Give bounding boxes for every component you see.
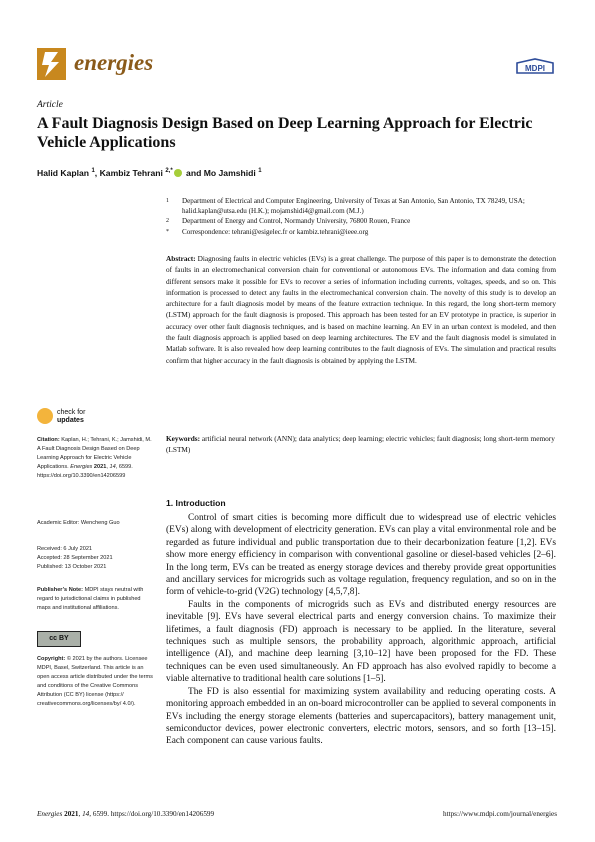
abstract-text: Diagnosing faults in electric vehicles (EVs) is a great challenge. The purpose of this paper is to demonstrate the detection of faults in an electromechanical conversion chain for conventional or autonomous EVs. The information and data coming from different sensors make it possible for EVs to recover a series of information including currents, voltages, speeds, and so on. This information is processed to detect any faults in the electromechanical conversion chain. The novelty of this study is to develop an architecture for a fault diagnosis model by means of the feature extraction technique. In this regard, the long short-term memory (LSTM) approach for the fault diagnosis is proposed. This approach has been tested for an EV prototype in practice, is superior in accuracy over other fault diagnosis techniques, and is based on machine learning. An EV in an urban context is modeled, and then the fault diagnosis approach is applied based on deep learning architectures. The EV and the fault diagnosis model is simulated in Matlab software. It is also revealed how deep learning contributes to the fault diagnosis of EVs. The simulation and practical results confirm that higher accuracy in the fault diagnosis is obtained by applying the LSTM. bbox=[166, 254, 556, 365]
abstract bbox=[166, 253, 556, 366]
cc-license-badge[interactable]: cc BY bbox=[37, 631, 81, 647]
footer-citation: Energies 2021, 14, 6599. https://doi.org/10.3390/en14206599 bbox=[37, 810, 215, 818]
author-list: Halid Kaplan $^1$, Kambiz Tehrani $^{2,*}$ and Mo Jamshidi $^1$ bbox=[37, 168, 262, 178]
author-name[interactable]: Mo Jamshidi bbox=[203, 168, 256, 178]
correspondence: * Correspondence: tehrani@esigelec.fr or kambiz.tehrani@ieee.org bbox=[166, 227, 369, 236]
body-text bbox=[166, 512, 556, 748]
affiliation: 2 Department of Energy and Control, Normandy University, 76800 Rouen, France bbox=[166, 217, 411, 226]
affiliations bbox=[166, 196, 556, 237]
citation: Citation: Kaplan, H.; Tehrani, K.; Jamshidi, M. A Fault Diagnosis Design Based on Deep Learning Approach for Electric Vehicle Applications. Energies 2021, 14, 6599. https://doi.org/10.3390/en14206599 bbox=[37, 437, 152, 479]
orcid-icon[interactable] bbox=[174, 169, 182, 177]
abstract-label: Abstract: bbox=[166, 254, 196, 263]
affiliation: 1 Department of Electrical and Computer Engineering, University of Texas at San Antonio, San Antonio, TX 78249, USA; halid.kaplan@utsa.edu (H.K.); mojamshidi4@gmail.com (M.J.) bbox=[166, 197, 525, 216]
publisher-note: Publisher’s Note: MDPI stays neutral with regard to jurisdictional claims in published maps and institutional affiliations. bbox=[37, 587, 144, 611]
publisher-logo bbox=[515, 57, 555, 77]
paragraph: Control of smart cities is becoming more difficult due to widespread use of electric vehicles (EVs) along with development of electricity generation. EVs can play a vital environmental role and be regarded as future individual and public transportation due to their decarbonization feature [1,2]. EVs show more energy efficiency in comparison with conventional gasoline or diesel-based vehicles [2–6]. In the long term, EVs can be treated as energy storage devices and thereby provide great opportunities and ancillary services for microgrids such as voltage regulation, frequency regulation, and so on in the form of vehicle-to-grid (V2G) technology [4,5,7,8]. bbox=[166, 513, 556, 598]
page-footer bbox=[37, 810, 557, 818]
section-heading: 1. Introduction bbox=[166, 498, 226, 508]
journal-logo-mark bbox=[37, 48, 66, 80]
article-type: Article bbox=[37, 100, 63, 110]
paper-title: A Fault Diagnosis Design Based on Deep Learning Approach for Electric Vehicle Applications bbox=[37, 115, 533, 151]
journal-name: energies bbox=[74, 50, 154, 75]
journal-url-link[interactable]: https://www.mdpi.com/journal/energies bbox=[443, 810, 557, 818]
paragraph: Faults in the components of microgrids such as EVs and distributed energy resources are inevitable [9]. EVs have several electrical parts and energy conversion chains. To maximize their lifetimes, a fault diagnosis (FD) approach is necessary to be applied. In the literature, several techniques such as multiple sensors, the probability approach, algorithmic approach, artificial intelligence (AI), and machine deep learning [3,10–12] have been proposed for the FD. These techniques can be even used simultaneously. An FD approach has also evolved rapidly to become a viable alternative to traditional health care solutions [1–5]. bbox=[166, 599, 556, 685]
academic-editor: Academic Editor: Wencheng Guo bbox=[37, 520, 120, 526]
keywords bbox=[166, 433, 556, 456]
check-updates-icon bbox=[37, 408, 53, 424]
keywords-text: artificial neural network (ANN); data analytics; deep learning; electric vehicles; fault diagnosis; long short-term memory (LSTM) bbox=[166, 434, 555, 455]
author-name[interactable]: Kambiz Tehrani bbox=[99, 168, 163, 178]
dates: Received: 6 July 2021 Accepted: 28 September 2021 Published: 13 October 2021 bbox=[37, 546, 113, 570]
author-name[interactable]: Halid Kaplan bbox=[37, 168, 90, 178]
paragraph: The FD is also essential for maximizing system availability and reducing operating costs. A monitoring approach embedded in an on-board microcontroller can be applied to several components in EVs including the energy storage elements (batteries and supercapacitors), battery management unit, semiconductor devices, power electronic converters, electric motors, sensors, and so forth [13–15]. Each component can cause various faults. bbox=[166, 686, 556, 747]
svg-text:MDPI: MDPI bbox=[525, 64, 545, 73]
copyright: Copyright: © 2021 by the authors. Licensee MDPI, Basel, Switzerland. This article is an open access article distributed under the terms and conditions of the Creative Commons Attribution (CC BY) license (https:// creativecommons.org/licenses/by/ 4.0/). bbox=[37, 656, 153, 707]
keywords-label: Keywords: bbox=[166, 434, 201, 443]
